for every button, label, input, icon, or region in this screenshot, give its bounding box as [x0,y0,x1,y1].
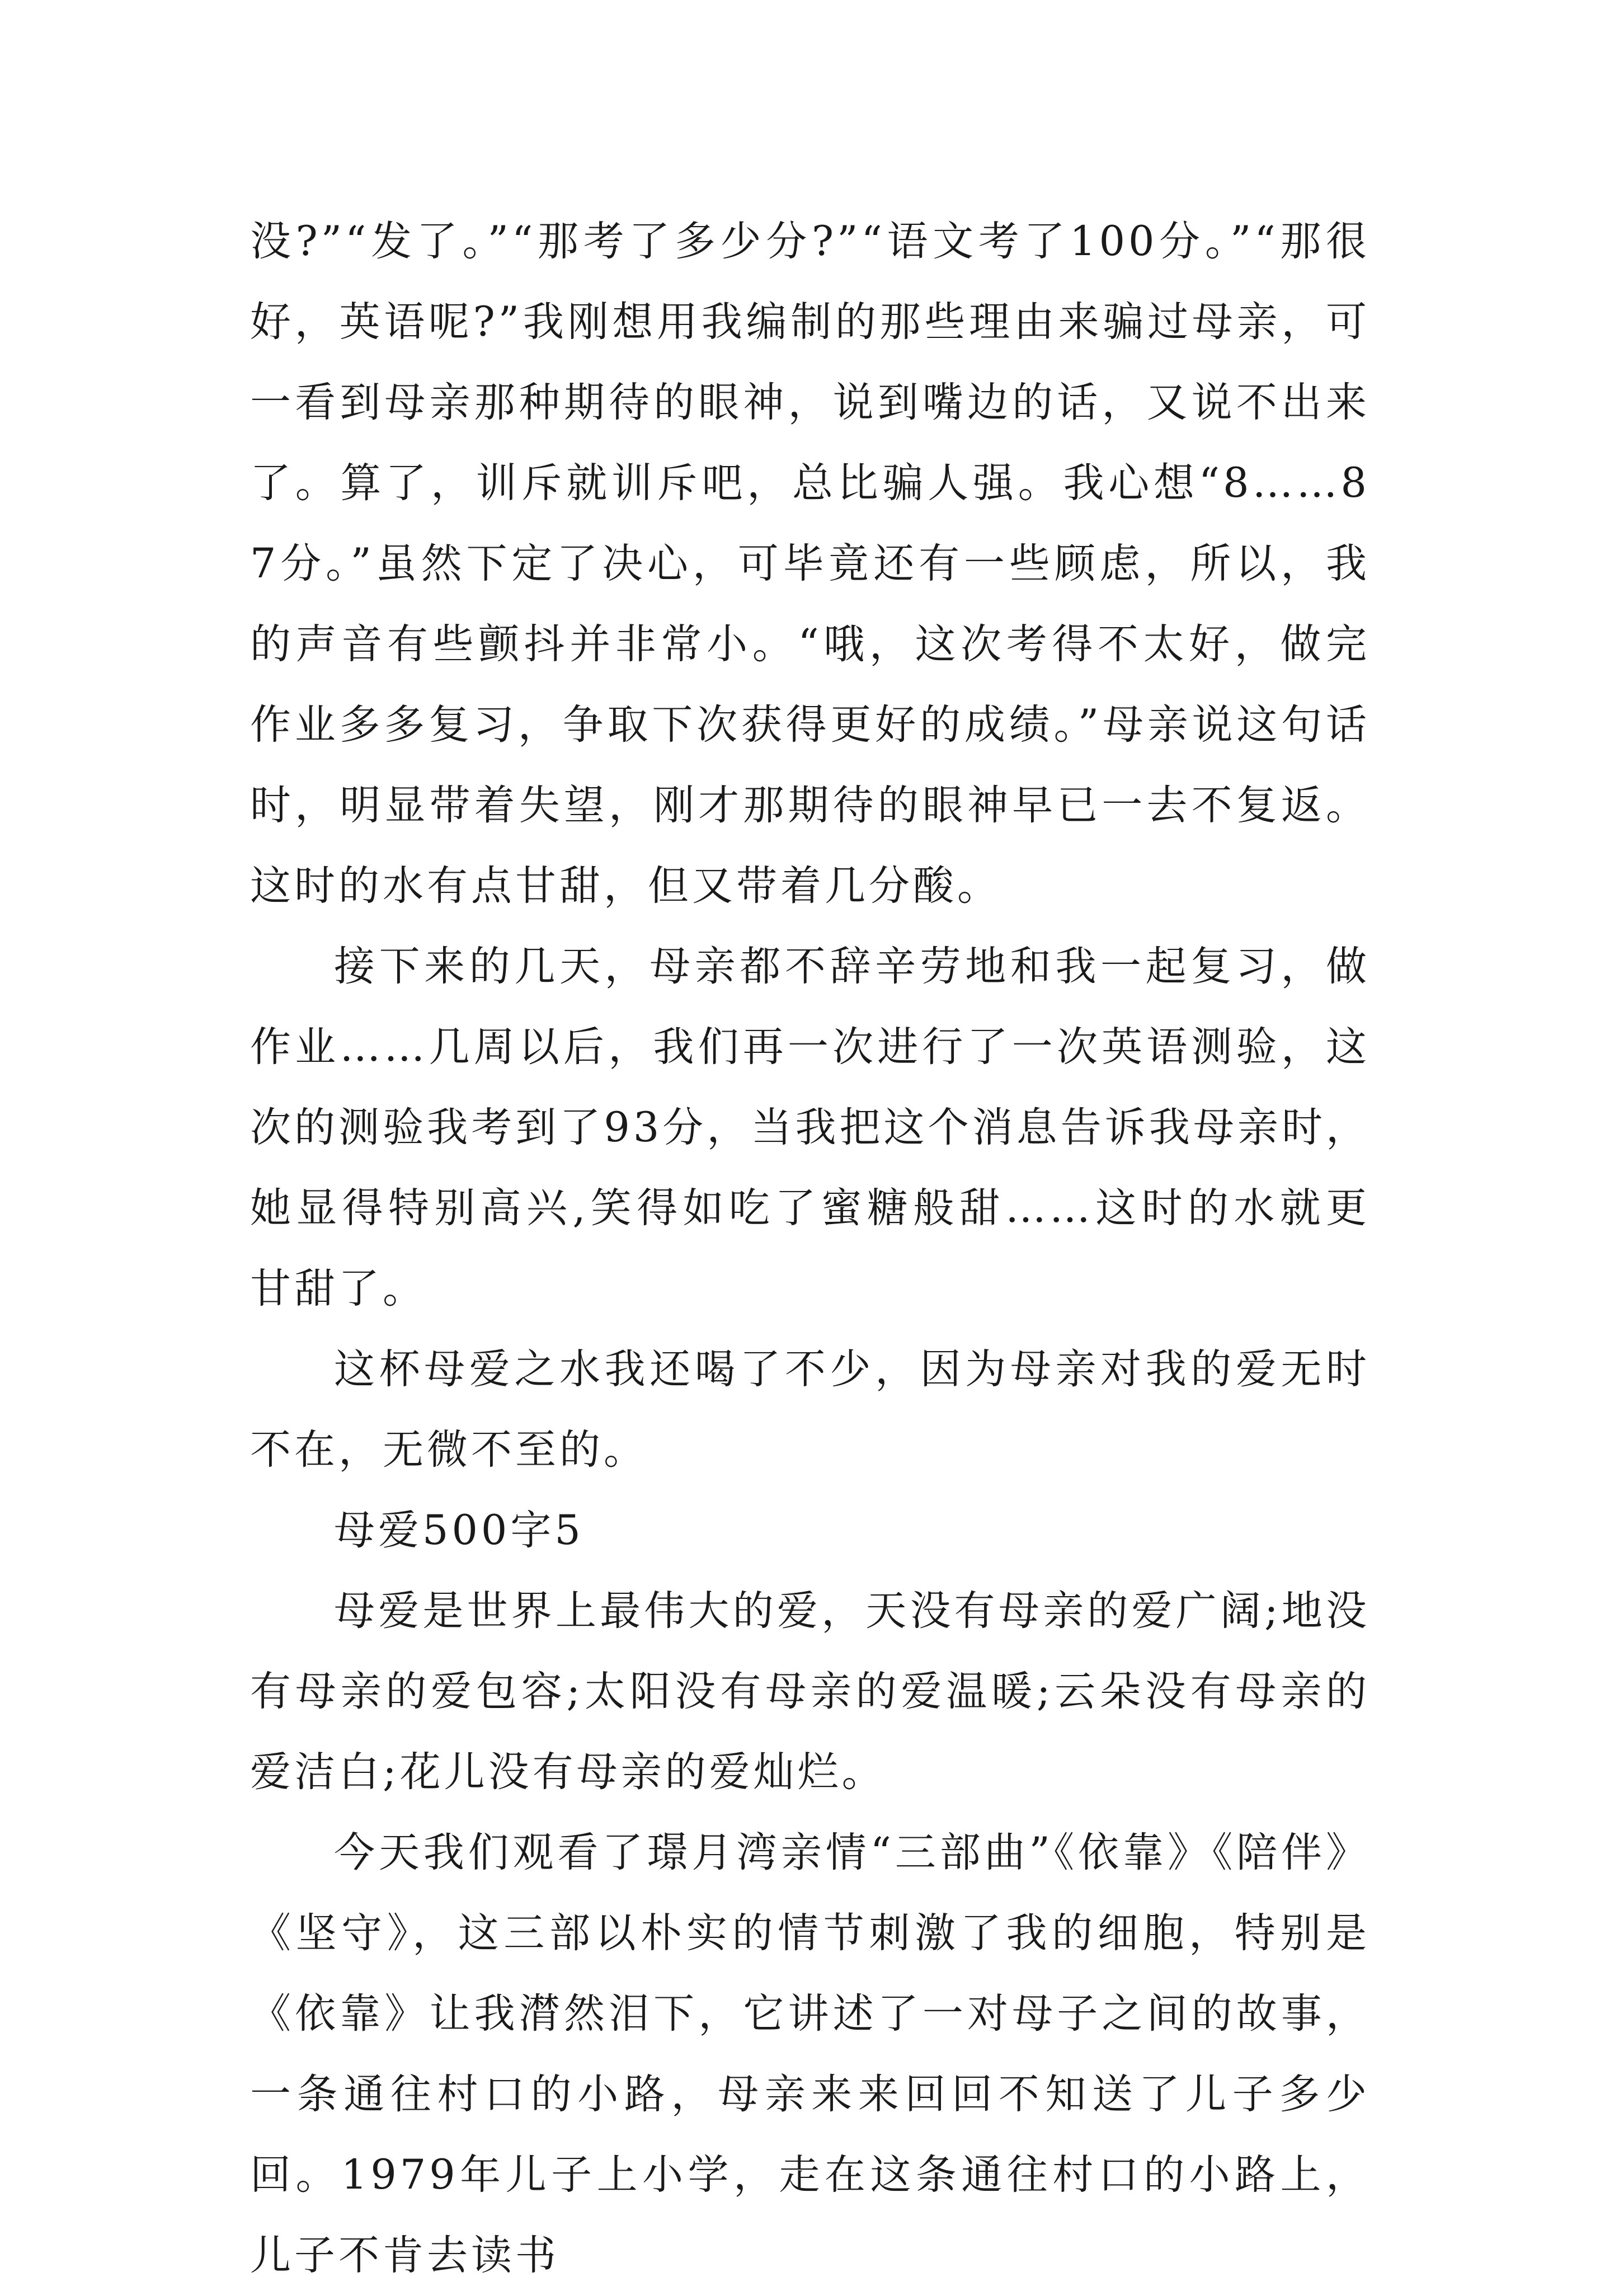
section-heading: 母爱500字5 [334,1507,584,1554]
paragraph-continuation: 没?”“发了。”“那考了多少分?”“语文考了100分。”“那很好，英语呢?”我刚想用我编制的那些理由来骗过母亲，可一看到母亲那种期待的眼神，说到嘴边的话，又说不出来了。算了，训斥就训斥吧，总比骗人强。我心想“8……87分。”虽然下定了决心，可毕竟还有一些顾虑，所以，我的声音有些颤抖并非常小。“哦，这次考得不太好，做完作业多多复习，争取下次获得更好的成绩。”母亲说这句话时，明显带着失望，刚才那期待的眼神早已一去不复返。这时的水有点甘甜，但又带着几分酸。 [250,218,1370,910]
article-body [250,201,1370,2296]
paragraph-trilogy: 今天我们观看了璟月湾亲情“三部曲”《依靠》《陪伴》《坚守》，这三部以朴实的情节刺激了我的细胞，特别是《依靠》让我潸然泪下，它讲述了一对母子之间的故事，一条通往村口的小路，母亲来来回回不知送了儿子多少回。1979年儿子上小学，走在这条通往村口的小路上，儿子不肯去读书 [250,1829,1370,2279]
paragraph-greatest-love: 母爱是世界上最伟大的爱，天没有母亲的爱广阔;地没有母亲的爱包容;太阳没有母亲的爱温暖;云朵没有母亲的爱洁白;花儿没有母亲的爱灿烂。 [250,1587,1370,1796]
paragraph-review-homework: 接下来的几天，母亲都不辞辛劳地和我一起复习，做作业……几周以后，我们再一次进行了一次英语测验，这次的测验我考到了93分，当我把这个消息告诉我母亲时，她显得特别高兴,笑得如吃了蜜糖般甜……这时的水就更甘甜了。 [250,943,1370,1312]
paragraph-mother-love-water: 这杯母爱之水我还喝了不少，因为母亲对我的爱无时不在，无微不至的。 [250,1345,1370,1474]
